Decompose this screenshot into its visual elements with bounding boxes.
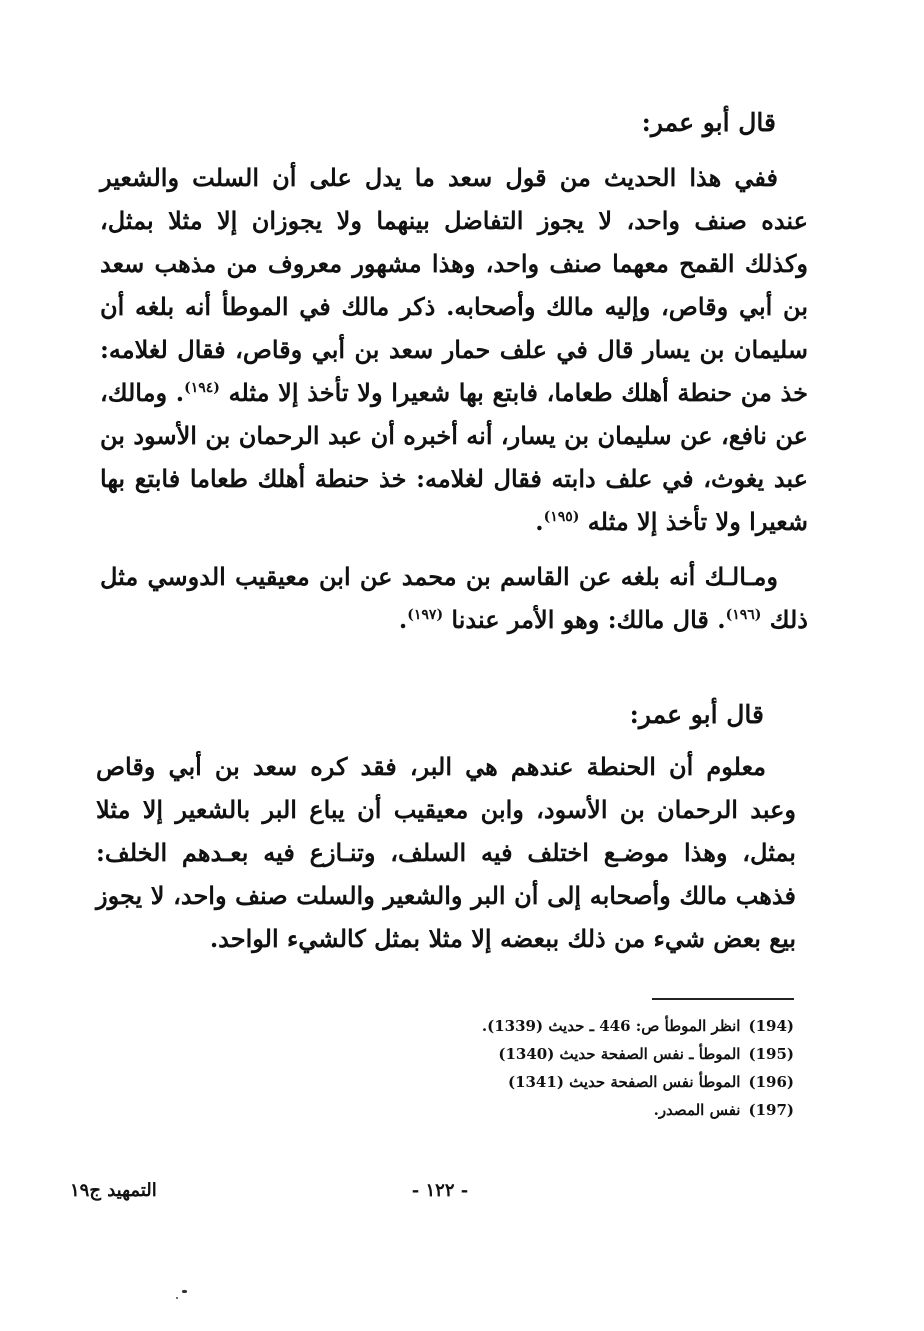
- footnote-item: [300, 1068, 794, 1096]
- footnote-text: انظر الموطأ ص: 446 ـ حديث (1339).: [481, 1017, 741, 1035]
- paragraph-text: معلوم أن الحنطة عندهم هي البر، فقد كره سعد بن أبي وقاص وعبد الرحمان بن الأسود، وابن معيقيب أن يباع البر بالشعير إلا مثلا بمثل، وهذا موضـع اختلف فيه السلف، وتنـازع فيه بعـدهم الخلف: فذهب مالك وأصحابه إلى أن البر والشعير والسلت صنف واحد، لا يجوز بيع بعض شيء من ذلك ببعضه إلا مثلا بمثل كالشيء الواحد.: [96, 752, 796, 953]
- footnote-text: نفس المصدر.: [653, 1101, 741, 1119]
- paragraph-text: .: [398, 605, 408, 634]
- paragraph: [100, 555, 808, 641]
- scan-speck: [176, 1297, 178, 1299]
- section-body-1: [100, 156, 808, 641]
- footnote-separator: [652, 998, 794, 1000]
- footnote-ref[interactable]: (١٩٤): [184, 380, 220, 396]
- paragraph-text: . قال مالك: وهو الأمر عندنا: [451, 605, 726, 634]
- paragraph-text: ومـالـك أنه بلغه عن القاسم بن محمد عن ابن معيقيب الدوسي مثل ذلك: [100, 562, 808, 634]
- footnote-ref[interactable]: (١٩٦): [725, 607, 762, 623]
- footnote-text: الموطأ ـ نفس الصفحة حديث (1340): [498, 1045, 741, 1063]
- section-body-2: [96, 745, 796, 960]
- book-title-footer: التمهيد ج١٩: [70, 1180, 157, 1201]
- footnote-ref[interactable]: (١٩٧): [407, 607, 444, 623]
- scan-speck: [182, 1290, 187, 1293]
- footnote-item: [300, 1040, 794, 1068]
- footnote-number: (197): [748, 1101, 794, 1119]
- paragraph: [100, 156, 808, 543]
- footnote-number: (194): [748, 1017, 794, 1035]
- footnote-ref[interactable]: (١٩٥): [543, 509, 580, 525]
- paragraph: [96, 745, 796, 960]
- footnote-item: [300, 1012, 794, 1040]
- paragraph-text: .: [535, 507, 544, 536]
- footnote-number: (195): [748, 1045, 794, 1063]
- section-heading-2: قال أبو عمر:: [629, 700, 764, 729]
- footnote-text: الموطأ نفس الصفحة حديث (1341): [507, 1073, 741, 1091]
- section-heading-1: قال أبو عمر:: [641, 108, 776, 137]
- page-number: - ١٢٢ -: [411, 1180, 469, 1201]
- footnote-number: (196): [748, 1073, 794, 1091]
- footnotes: [300, 1012, 794, 1124]
- paragraph-text: ففي هذا الحديث من قول سعد ما يدل على أن السلت والشعير عنده صنف واحد، لا يجوز التفاضل بينهما ولا يجوزان إلا مثلا بمثل، وكذلك القمح معهما صنف واحد، وهذا مشهور معروف من مذهب سعد بن أبي وقاص، وإليه مالك وأصحابه. ذكر مالك في الموطأ أنه بلغه أن سليمان بن يسار قال في علف حمار سعد بن أبي وقاص، فقال لغلامه: خذ من حنطة أهلك طعاما، فابتع بها شعيرا ولا تأخذ إلا مثله: [100, 163, 808, 407]
- footnote-item: [300, 1096, 794, 1124]
- paragraph-text: . ومالك، عن نافع، عن سليمان بن يسار، أنه أخبره أن عبد الرحمان بن الأسود بن عبد يغوث، في علف دابته فقال لغلامه: خذ حنطة أهلك طعاما فابتع بها شعيرا ولا تأخذ إلا مثله: [100, 378, 808, 536]
